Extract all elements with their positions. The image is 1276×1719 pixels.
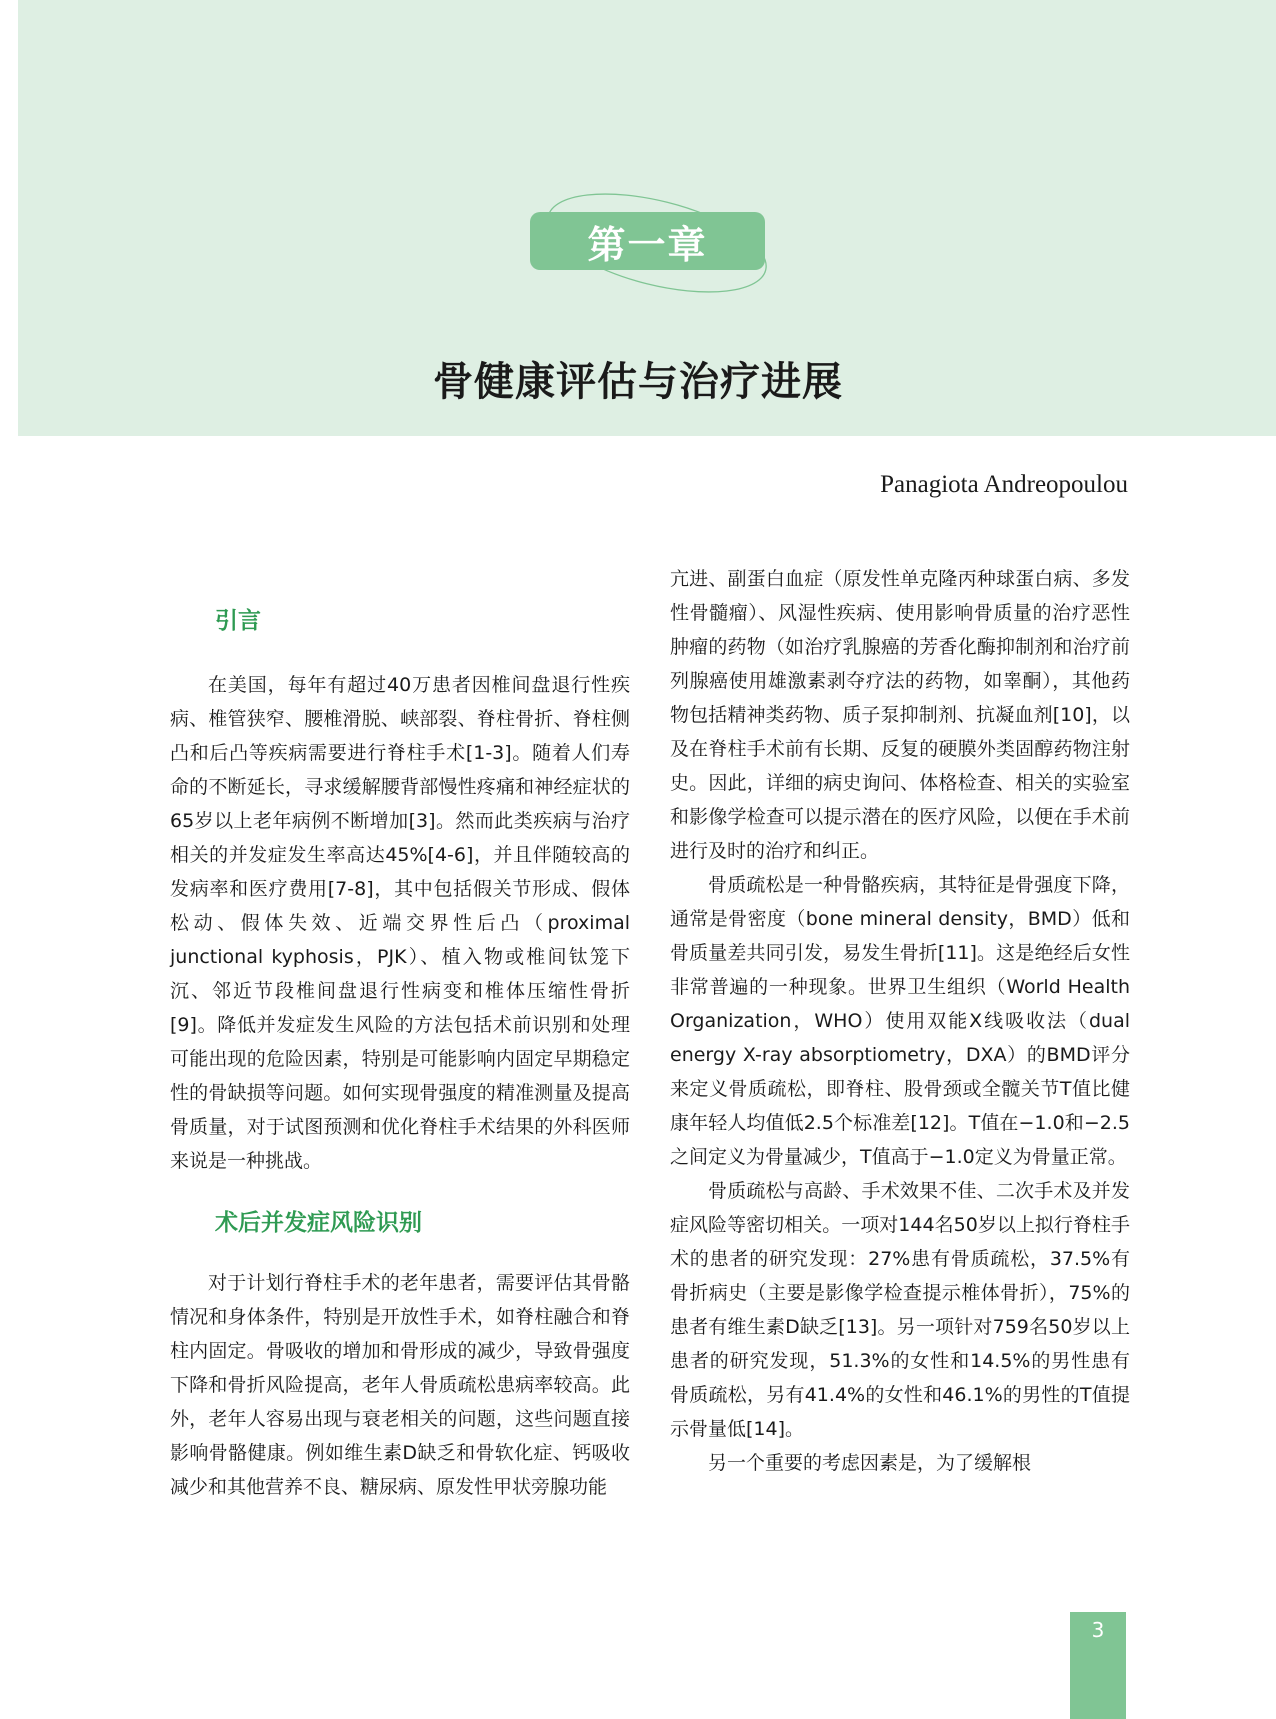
chapter-badge	[530, 212, 765, 270]
section-heading-intro: 引言	[215, 608, 261, 634]
page-number-tab	[1070, 1612, 1126, 1719]
section-heading-risk: 术后并发症风险识别	[215, 1210, 422, 1236]
chapter-label: 第一章	[587, 222, 708, 267]
left-column	[170, 560, 630, 1504]
next-paragraph: 另一个重要的考虑因素是，为了缓解根	[708, 1452, 1032, 1474]
risk-paragraph-continued: 亢进、副蛋白血症（原发性单克隆丙种球蛋白病、多发性骨髓瘤）、风湿性疾病、使用影响骨质量的治疗恶性肿瘤的药物（如治疗乳腺癌的芳香化酶抑制剂和治疗前列腺癌使用雄激素剥夺疗法的药物，如睾酮），其他药物包括精神类药物、质子泵抑制剂、抗凝血剂[10]，以及在脊柱手术前有长期、反复的硬膜外类固醇药物注射史。因此，详细的病史询问、体格检查、相关的实验室和影像学检查可以提示潜在的医疗风险，以便在手术前进行及时的治疗和纠正。	[670, 568, 1130, 862]
risk-paragraph: 对于计划行脊柱手术的老年患者，需要评估其骨骼情况和身体条件，特别是开放性手术，如脊柱融合和脊柱内固定。骨吸收的增加和骨形成的减少，导致骨强度下降和骨折风险提高，老年人骨质疏松患病率较高。此外，老年人容易出现与衰老相关的问题，这些问题直接影响骨骼健康。例如维生素D缺乏和骨软化症、钙吸收减少和其他营养不良、糖尿病、原发性甲状旁腺功能	[170, 1272, 630, 1498]
osteoporosis-paragraph: 骨质疏松是一种骨骼疾病，其特征是骨强度下降，通常是骨密度（bone mineral density，BMD）低和骨质量差共同引发，易发生骨折[11]。这是绝经后女性非常普遍的一种现象。世界卫生组织（World Health Organization，WHO）使用双能X线吸收法（dual energy X-ray absorptiometry，DXA）的BMD评分来定义骨质疏松，即脊柱、股骨颈或全髋关节T值比健康年轻人均值低2.5个标准差[12]。T值在−1.0和−2.5之间定义为骨量减少，T值高于−1.0定义为骨量正常。	[670, 874, 1130, 1168]
age-risk-paragraph: 骨质疏松与高龄、手术效果不佳、二次手术及并发症风险等密切相关。一项对144名50岁以上拟行脊柱手术的患者的研究发现：27%患有骨质疏松，37.5%有骨折病史（主要是影像学检查提示椎体骨折），75%的患者有维生素D缺乏[13]。另一项针对759名50岁以上患者的研究发现，51.3%的女性和14.5%的男性患有骨质疏松，另有41.4%的女性和46.1%的男性的T值提示骨量低[14]。	[670, 1180, 1130, 1440]
right-column	[670, 562, 1130, 1480]
chapter-title: 骨健康评估与治疗进展	[433, 358, 843, 405]
page-number: 3	[1091, 1618, 1105, 1642]
intro-paragraph: 在美国，每年有超过40万患者因椎间盘退行性疾病、椎管狭窄、腰椎滑脱、峡部裂、脊柱骨折、脊柱侧凸和后凸等疾病需要进行脊柱手术[1-3]。随着人们寿命的不断延长，寻求缓解腰背部慢性疼痛和神经症状的65岁以上老年病例不断增加[3]。然而此类疾病与治疗相关的并发症发生率高达45%[4-6]，并且伴随较高的发病率和医疗费用[7-8]，其中包括假关节形成、假体松动、假体失效、近端交界性后凸（proximal junctional kyphosis，PJK）、植入物或椎间钛笼下沉、邻近节段椎间盘退行性病变和椎体压缩性骨折[9]。降低并发症发生风险的方法包括术前识别和处理可能出现的危险因素，特别是可能影响内固定早期稳定性的骨缺损等问题。如何实现骨强度的精准测量及提高骨质量，对于试图预测和优化脊柱手术结果的外科医师来说是一种挑战。	[170, 674, 630, 1172]
author-name: Panagiota Andreopoulou	[880, 471, 1128, 498]
